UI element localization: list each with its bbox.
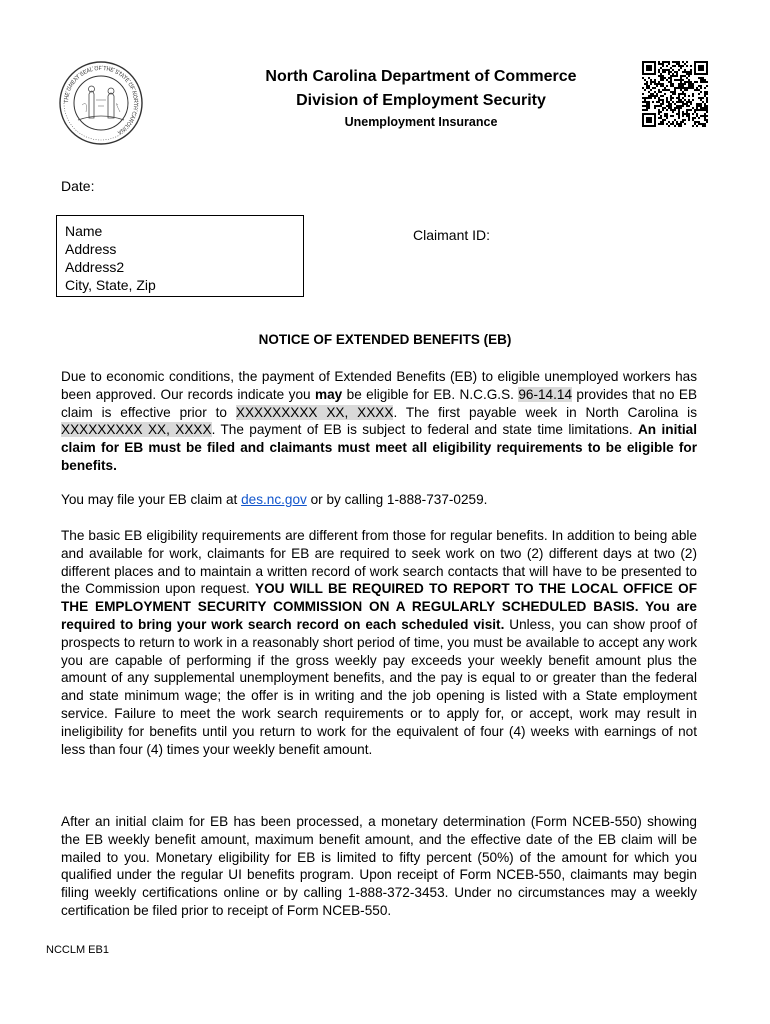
para1-text-4: . The first payable week in North Carolina is (393, 404, 697, 420)
claimant-id-label: Claimant ID: (413, 227, 491, 243)
date-label: Date: (61, 178, 95, 194)
para2-text-2: or by calling 1-888-737-0259. (306, 492, 488, 507)
para1-text-1: Due to economic conditions, the payment of Extended Benefits (EB) to eligible unemployed workers has been approved. Our records indicate you (61, 369, 697, 402)
qr-code-icon (642, 61, 708, 127)
division-title: Division of Employment Security (296, 92, 546, 109)
para1-text-2: be eligible for EB. N.C.G.S. (342, 386, 519, 402)
notice-title: NOTICE OF EXTENDED BENEFITS (EB) (258, 332, 512, 347)
form-code: NCCLM EB1 (46, 944, 109, 956)
para1-text-5: . The payment of EB is subject to federal and state time limitations. (211, 422, 638, 438)
recipient-address2: Address2 (65, 259, 125, 275)
para1-requirement: An initial claim for EB must be filed and claimants must meet all eligibility requirements to be eligible for benefits. (61, 422, 697, 473)
paragraph-requirements (61, 527, 697, 758)
department-title: North Carolina Department of Commerce (265, 68, 577, 85)
first-payable-week-field: XXXXXXXXX XX, XXXX (61, 422, 212, 438)
state-seal-icon (58, 60, 144, 146)
address-block (56, 215, 304, 297)
recipient-name: Name (65, 223, 103, 239)
para3-reporting-requirement: YOU WILL BE REQUIRED TO REPORT TO THE LOCAL OFFICE OF THE EMPLOYMENT SECURITY COMMISSION ON A REGULARLY SCHEDULED BASIS. You are required to bring your work search record on each scheduled visit. (61, 581, 697, 632)
paragraph-monetary-determination: After an initial claim for EB has been processed, a monetary determination (Form NCEB-550) showing the EB weekly benefit amount, maximum benefit amount, and the effective date of the EB claim will be mailed to you. Monetary eligibility for EB is limited to fifty percent (50%) of the amount for which you qualified under the regular UI benefits program. Upon receipt of Form NCEB-550, claimants may begin filing weekly certifications online or by calling 1-888-372-3453. Under no circumstances may a weekly certification be filed prior to receipt of Form NCEB-550. (61, 814, 697, 918)
des-website-link[interactable]: des.nc.gov (241, 492, 307, 507)
recipient-city-state-zip: City, State, Zip (65, 277, 156, 293)
para3-text-2: Unless, you can show proof of prospects to return to work in a reasonably short period of time, you must be available to accept any work you are capable of performing if the gross weekly pay exceeds your weekly benefit amount plus the amount of any supplemental unemployment benefits, and the pay is equal to or greater than the federal and state minimum wage; the offer is in writing and the job opening is listed with a State employment service. Failure to meet the work search requirements or to apply for, or accept, work may result in ineligibility for benefits until you return to work for the equivalent of four (4) weeks with earnings of not less than four (4) times your weekly benefit amount. (61, 616, 697, 757)
para1-text-3: provides that no EB claim is effective prior to (61, 386, 698, 420)
seal-text: THE GREAT SEAL OF THE STATE OF NORTH CAROLINA (63, 65, 139, 136)
para2-text-1: You may file your EB claim at (61, 492, 242, 507)
para3-text-1: The basic EB eligibility requirements are different from those for regular benefits. In addition to being able and available for work, claimants for EB are required to seek work on two (2) different days at two (2) different places and to maintain a written record of work search contacts that will have to be presented to the Commission upon request. (61, 528, 697, 597)
statute-reference: 96-14.14 (518, 386, 573, 402)
paragraph-filing (61, 491, 697, 509)
program-title: Unemployment Insurance (344, 115, 498, 129)
paragraph-eligibility (61, 368, 697, 475)
effective-date-field: XXXXXXXXX XX, XXXX (235, 404, 394, 420)
recipient-address: Address (65, 241, 117, 257)
para1-may: may (315, 386, 343, 402)
